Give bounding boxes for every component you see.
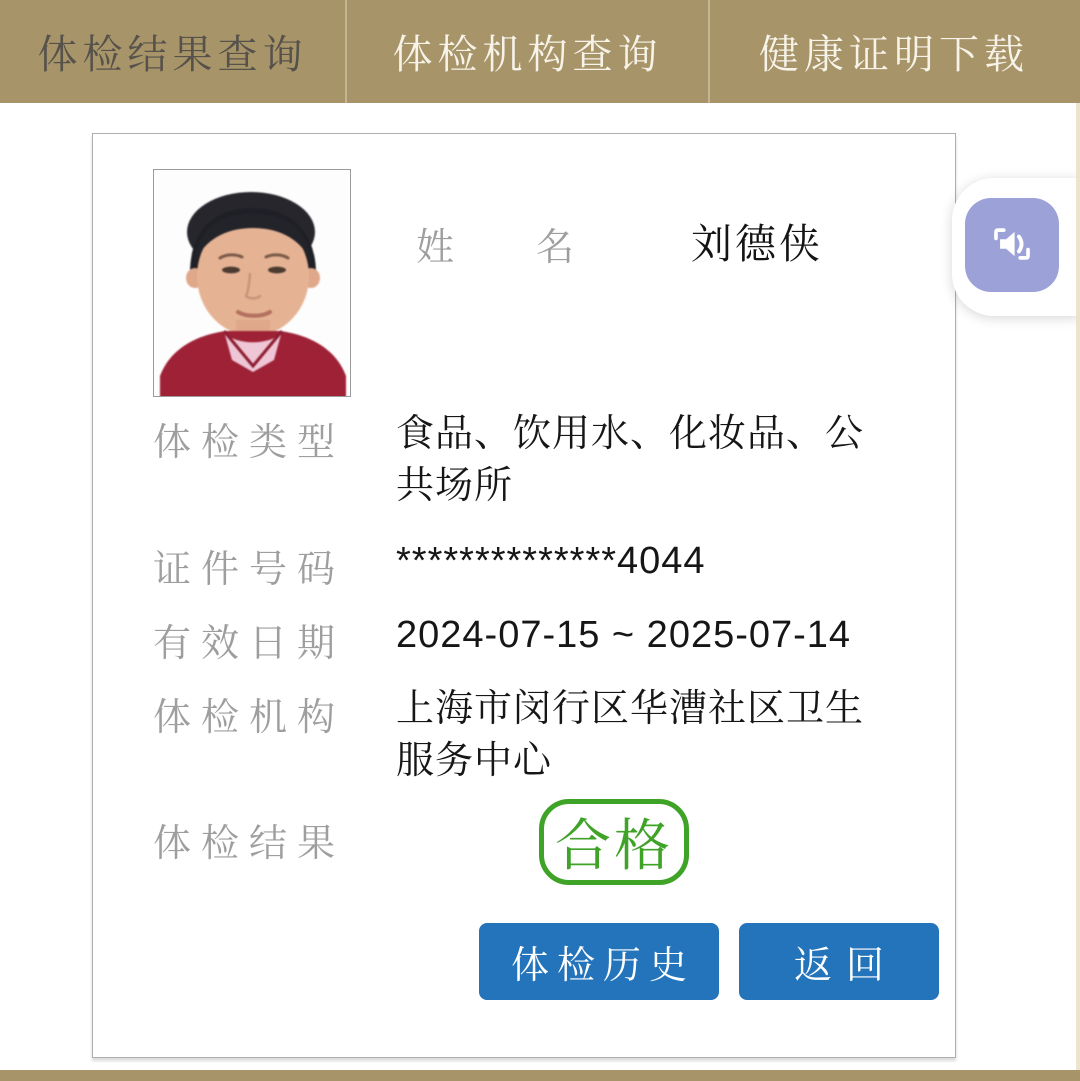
id-number-label: 证件号码	[153, 549, 346, 591]
valid-period-label: 有效日期	[153, 623, 346, 665]
speaker-icon	[986, 218, 1038, 273]
exam-result-label: 体检结果	[153, 823, 346, 865]
tab-exam-result-query[interactable]: 体检结果查询	[37, 33, 308, 77]
id-number-value: **************4044	[396, 540, 706, 582]
name-value: 刘德侠	[691, 221, 823, 267]
qualified-stamp: 合格	[539, 799, 689, 885]
exam-institution-value: 上海市闵行区华漕社区卫生服务中心	[396, 688, 865, 782]
read-aloud-widget	[952, 178, 1080, 316]
right-edge-strip	[1076, 103, 1080, 1070]
name-label: 姓 名	[416, 227, 577, 269]
bottom-edge-strip	[0, 1070, 1080, 1081]
result-card	[92, 133, 956, 1058]
id-photo	[153, 169, 351, 397]
tab-exam-institution-query[interactable]: 体检机构查询	[345, 0, 708, 103]
read-aloud-button[interactable]	[965, 198, 1059, 292]
exam-type-label: 体检类型	[153, 422, 346, 464]
exam-institution-label: 体检机构	[153, 697, 346, 739]
valid-period-value: 2024-07-15 ~ 2025-07-14	[396, 614, 852, 656]
portrait-photo-graphic	[154, 170, 351, 397]
tab-health-certificate-download[interactable]: 健康证明下载	[708, 0, 1078, 103]
top-tabbar	[0, 0, 1080, 103]
exam-history-button[interactable]: 体检历史	[479, 923, 719, 1000]
back-button[interactable]: 返回	[739, 923, 939, 1000]
exam-type-value: 食品、饮用水、化妆品、公共场所	[396, 413, 865, 507]
